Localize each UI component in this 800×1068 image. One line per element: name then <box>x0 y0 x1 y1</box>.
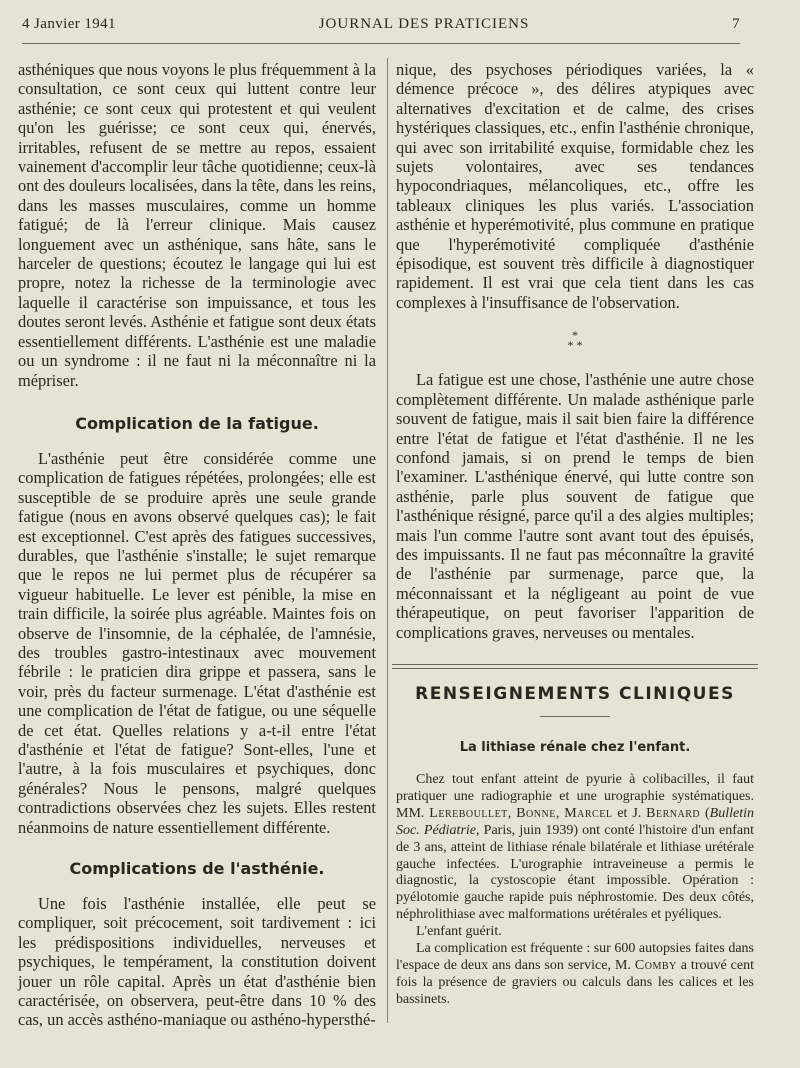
clinical-text: La complication est fréquente : sur 600 autopsies faites dans l'espace de deux ans dans son service, M. <box>396 941 754 973</box>
left-paragraph-3: Une fois l'asthénie installée, elle peut se compliquer, soit précocement, soit tardivement : ici les prédispositions individuelles, nerveuses et psychiques, le tempérament, la constitution doivent jouer un rôle capital. Après un état d'asthénie bien caractérisée, on observera, peut-être dans 10 % des cas, un accès asthéno-maniaque ou asthéno-hypersthé- <box>18 894 376 1030</box>
author-name: Marcel <box>564 805 613 821</box>
left-column <box>18 60 376 1030</box>
clinical-section-title: RENSEIGNEMENTS CLINIQUES <box>415 683 735 704</box>
clinical-paragraph-3 <box>396 941 754 1009</box>
author-name: Bernard <box>646 805 701 821</box>
author-name: Lereboullet <box>429 805 508 821</box>
clinical-text: , Paris, juin 1939) ont conté l'histoire d'un enfant de 3 ans, atteint de lithiase rénale bilatérale et lithiase urétérale gauche infectées. L'urographie intraveineuse a permis le diagnostic, la cystoscopie étant impossible. Opération : pyélotomie gauche rapide puis néphrostomie. Des deux côtés, néphrolithiase avec malformations urétérales et pyéliques. <box>396 822 755 923</box>
page-number: 7 <box>732 16 740 32</box>
author-name: Comby <box>634 957 677 973</box>
section-rule-bottom <box>392 668 758 669</box>
header-rule <box>22 43 740 44</box>
separator: et J. <box>612 805 647 821</box>
page-header <box>22 16 740 40</box>
asterism-bottom: * * <box>567 338 583 353</box>
separator: , <box>507 805 517 821</box>
heading-complication-fatigue: Complication de la fatigue. <box>75 413 319 433</box>
column-divider <box>387 58 388 1023</box>
separator: ( <box>700 805 710 821</box>
short-divider <box>540 716 610 717</box>
clinical-text: a trouvé cent fois la présence de graviers ou calculs dans les calices et les bassinets. <box>396 957 755 1007</box>
issue-date: 4 Janvier 1941 <box>22 16 116 32</box>
separator: , <box>555 805 565 821</box>
right-paragraph-1: nique, des psychoses périodiques variées, la « démence précoce », des délires atypiques avec alternatives d'excitation et de calme, des crises hystériques classiques, etc., enfin l'asthénie chronique, qui avec son irritabilité exquise, formidable chez les sujets volontaires, avec ses tendances hypocondriaques, mélancoliques, etc., offre les tableaux cliniques les plus variés. L'association asthénie et hyperémotivité, plus commune en pratique que l'hyperémotivité compliquée d'asthénie épisodique, est souvent très difficile à diagnostiquer rapidement. Il est vrai que cela tient dans les cas complexes à l'insuffisance de l'observation. <box>396 60 754 312</box>
section-rule-top <box>392 664 758 665</box>
left-paragraph-2: L'asthénie peut être considérée comme une complication de fatigues répétées, prolongées; elle est susceptible de se produire après une seule grande fatigue (nous en avons observé quelques cas); le fait est exceptionnel. C'est après des fatigues successives, durables, que l'asthénie s'installe; le sujet remarque que le repos ne lui permet plus de récupérer sa vigueur habituelle. Le lever est pénible, la mise en train difficile, la soirée plus agréable. Maintes fois on observe de l'insomnie, de la céphalée, de l'amnésie, des troubles gastro-intestinaux avec mouvement fébrile : le praticien dira grippe et passera, sans le voir, près du facteur surmenage. L'état d'asthénie est une complication de l'état de fatigue, ou une séquelle de cet état. Quelles relations y a-t-il entre l'état d'asthénie et l'état de fatigue? Sont-elles, l'une et l'autre, à la fois musculaires et psychiques, donc générales? Nous le pensons, malgré quelques contradictions observées chez les sujets. Elles restent néanmoins de nature essentiellement différente. <box>18 448 376 837</box>
asterism-top: * <box>572 328 578 343</box>
journal-title: JOURNAL DES PRATICIENS <box>318 16 530 32</box>
journal-citation: Bulletin Soc. Pédiatrie <box>396 805 754 838</box>
left-paragraph-1: asthéniques que nous voyons le plus fréquemment à la consultation, ce sont ceux qui luttent contre leur asthénie; ce sont ceux qui protestent et qui veulent qu'on les guérisse; ce sont ceux qui, énervés, irritables, refusent de se mettre au repos, essaient vainement d'accomplir leur tâche quotidienne; ceux-là ont des douleurs localisées, dans la tête, dans les reins, dans les masses musculaires, comme un homme fatigué; de là l'erreur clinique. Mais causez longuement avec un asthénique, sans hâte, sans le harceler de questions; écoutez le langage qui lui est propre, notez la richesse de la terminologie avec laquelle il caractérise son impuissance, et tous les doutes seront levés. Asthénie et fatigue sont deux états essentiellement différents. L'asthénie est une maladie ou un syndrome : il ne faut ni la méconnaître ni la mépriser. <box>18 60 376 390</box>
article-subheading: La lithiase rénale chez l'enfant. <box>459 739 691 755</box>
clinical-text: Chez tout enfant atteint de pyurie à colibacilles, il faut pratiquer une radiographie et une urographie systématiques. MM. <box>396 771 754 821</box>
right-column <box>396 60 754 1009</box>
clinical-paragraph-1 <box>396 772 754 924</box>
section-break-asterism <box>396 328 754 353</box>
heading-complications-asthenie: Complications de l'asthénie. <box>69 859 325 879</box>
clinical-paragraph-2: L'enfant guérit. <box>416 924 502 940</box>
right-paragraph-2: La fatigue est une chose, l'asthénie une autre chose complètement différente. Un malade asthénique parle souvent de fatigue, mais il sait bien faire la différence entre l'état de fatigue et l'état d'asthénie. Il ne les confond jamais, si on prend le temps de bien l'examiner. L'asthénique énervé, qui lutte contre son asthénie, parle plus souvent de fatigue que l'asthénique résigné, parce qu'il a des algies multiples; mais l'un comme l'autre sont avant tout des épuisés, des impuissants. Il ne faut pas méconnaître la gravité de l'asthénie par surmenage, parce que, la méconnaissant et la négligeant au point de vue thérapeutique, on peut favoriser l'apparition de complications graves, nerveuses ou mentales. <box>396 370 754 642</box>
author-name: Bonne <box>516 805 556 821</box>
